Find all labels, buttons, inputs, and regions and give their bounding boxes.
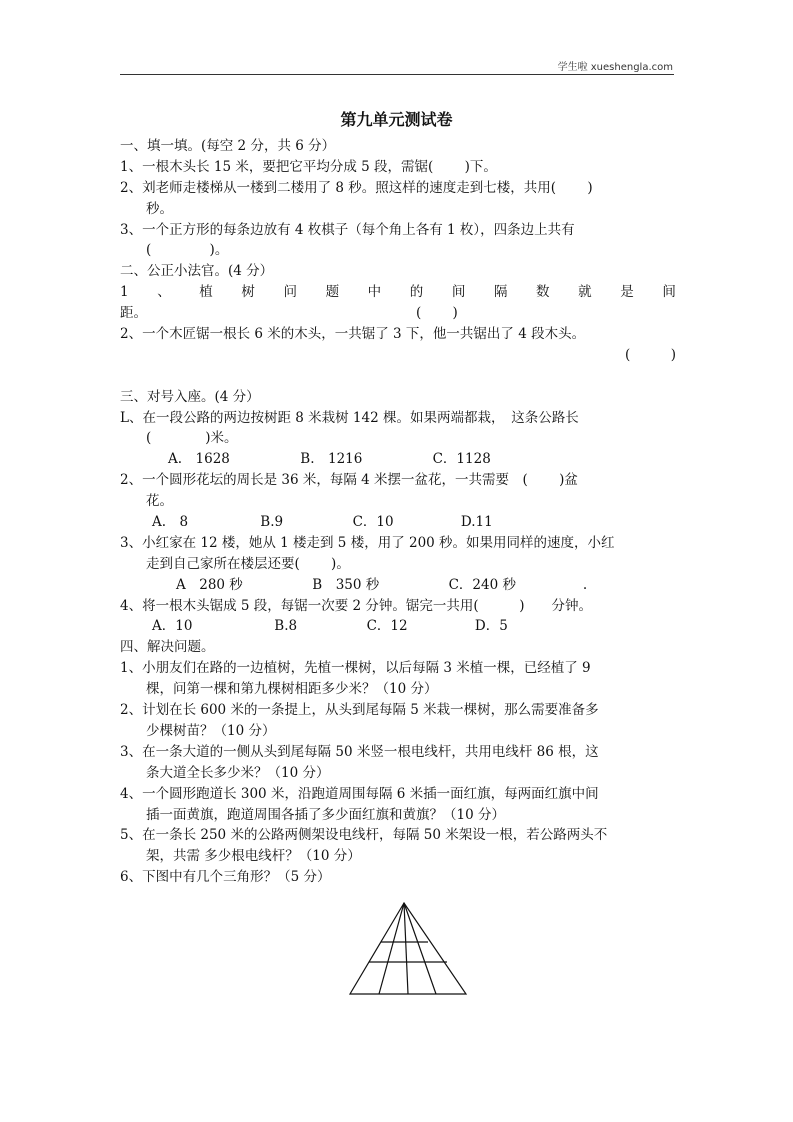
s4-q6: 6、下图中有几个三角形？（5 分）: [120, 869, 331, 886]
s3-q3-line1: 3、小红家在 12 楼，她从 1 楼走到 5 楼，用了 200 秒。如果用同样的速度，小红: [120, 534, 615, 551]
option-d: D．5: [474, 618, 508, 635]
s2-q1-char: 的: [409, 284, 424, 301]
s2-q1-paren: ( ): [416, 305, 458, 322]
ray-line: [404, 903, 436, 994]
section-2-heading: 二、公正小法官。(4 分）: [120, 263, 274, 280]
s2-q1-char: 树: [241, 284, 255, 301]
s2-q1-char: 植: [199, 284, 213, 301]
section-3-heading: 三、对号入座。(4 分）: [120, 388, 260, 405]
s2-q2: 2、一个木匠锯一根长 6 米的木头，一共锯了 3 下，他一共锯出了 4 段木头。: [120, 326, 586, 343]
s3-q3-line2: 走到自己家所在楼层还要( )。: [146, 555, 350, 572]
header-rule: [120, 74, 674, 75]
s2-q1-char: 、: [157, 284, 171, 301]
option-a: A. 1628: [168, 451, 230, 468]
s3-q4-options: [120, 616, 676, 637]
s4-q3-line2: 条大道全长多少米？（10 分）: [146, 764, 330, 781]
s2-q1-char: 题: [325, 284, 340, 301]
s3-q2-line1: 2、一个圆形花坛的周长是 36 米，每隔 4 米摆一盆花，一共需要 ( )盆: [120, 472, 578, 489]
s3-q3-options: [120, 575, 676, 596]
ray-line: [404, 903, 408, 994]
option-b: B.9: [260, 514, 284, 531]
s2-q1-char: 中: [367, 284, 382, 301]
section-4-heading: 四、解决问题。: [120, 639, 215, 656]
spacer: [120, 366, 676, 387]
option-d: D.11: [460, 514, 493, 531]
page-title: 第九单元测试卷: [340, 110, 453, 129]
trailing-dot: .: [582, 576, 588, 593]
header-site: 学生啦 xueshengla.com: [557, 62, 673, 73]
exam-content: [120, 136, 676, 888]
s1-q3-line2: ( )。: [146, 242, 229, 259]
s4-q4-line2: 插一面黄旗，跑道周围各插了多少面红旗和黄旗？（10 分）: [146, 806, 505, 823]
s2-q1-char: 间: [662, 284, 676, 301]
s2-q1-line2: [120, 303, 676, 324]
section-1-heading: 一、填一填。(每空 2 分，共 6 分）: [120, 138, 336, 154]
s3-q1-options: [120, 449, 676, 470]
s1-q1: 1、一根木头长 15 米，要把它平均分成 5 段，需锯( )下。: [120, 158, 497, 175]
s1-q2-line2: 秒。: [146, 200, 173, 217]
s2-q1-char: 数: [536, 284, 550, 301]
s4-q5-line2: 架，共需 多少根电线杆？（10 分）: [146, 848, 361, 865]
s4-q1-line1: 1、小朋友们在路的一边植树，先植一棵树，以后每隔 3 米植一棵，已经植了 9: [120, 660, 591, 677]
option-a: A. 8: [152, 514, 189, 531]
option-c: C．10: [352, 514, 394, 531]
s2-q1-char: 是: [620, 284, 634, 301]
s3-q1-line1: L、在一段公路的两边按树距 8 米栽树 142 棵。如果两端都栽， 这条公路长: [120, 409, 579, 426]
s4-q2-line2: 少棵树苗？（10 分）: [146, 722, 276, 739]
option-b: B.8: [274, 618, 298, 635]
option-b: B. 1216: [300, 451, 363, 468]
option-c: C．12: [366, 618, 408, 635]
option-c: C．240 秒: [448, 576, 516, 593]
s2-q1-char: 间: [451, 284, 466, 301]
s4-q3-line1: 3、在一条大道的一侧从头到尾每隔 50 米竖一根电线杆，共用电线杆 86 根，这: [120, 743, 599, 760]
ray-line: [379, 903, 404, 994]
s2-q2-paren: ( ): [624, 346, 676, 363]
s4-q1-line2: 棵，问第一棵和第九棵树相距多少米？（10 分）: [146, 681, 438, 698]
s2-q1-char: 隔: [493, 284, 508, 301]
option-c: C．1128: [432, 451, 491, 468]
s4-q5-line1: 5、在一条长 250 米的公路两侧架设电线杆，每隔 50 米架设一根，若公路两头不: [120, 827, 608, 844]
s2-q1-char: 1: [120, 284, 129, 301]
s1-q2-line1: 2、刘老师走楼梯从一楼到二楼用了 8 秒。照这样的速度走到七楼，共用( ): [120, 179, 593, 196]
s4-q4-line1: 4、一个圆形跑道长 300 米，沿跑道周围每隔 6 米插一面红旗，每两面红旗中间: [120, 785, 599, 802]
s4-q2-line1: 2、计划在长 600 米的一条提上，从头到尾每隔 5 米栽一棵树，那么需要准备多: [120, 702, 599, 719]
s2-q1-line1: [120, 282, 676, 303]
s3-q2-options: [120, 512, 676, 533]
option-a: A 280 秒: [176, 576, 243, 593]
option-b: B 350 秒: [312, 576, 380, 593]
option-a: A．10: [152, 618, 193, 635]
s2-q1-char: 问: [283, 284, 297, 301]
triangle-figure: [348, 900, 468, 996]
s3-q1-line2: ( )米。: [146, 430, 238, 447]
s3-q2-line2: 花。: [146, 493, 173, 510]
s1-q3-line1: 3、一个正方形的每条边放有 4 枚棋子（每个角上各有 1 枚），四条边上共有: [120, 221, 575, 238]
s2-q1-char: 就: [578, 284, 592, 301]
s3-q4: 4、将一根木头锯成 5 段，每锯一次要 2 分钟。锯完一共用( ) 分钟。: [120, 597, 592, 614]
s2-q1-tail: 距。: [120, 305, 147, 322]
